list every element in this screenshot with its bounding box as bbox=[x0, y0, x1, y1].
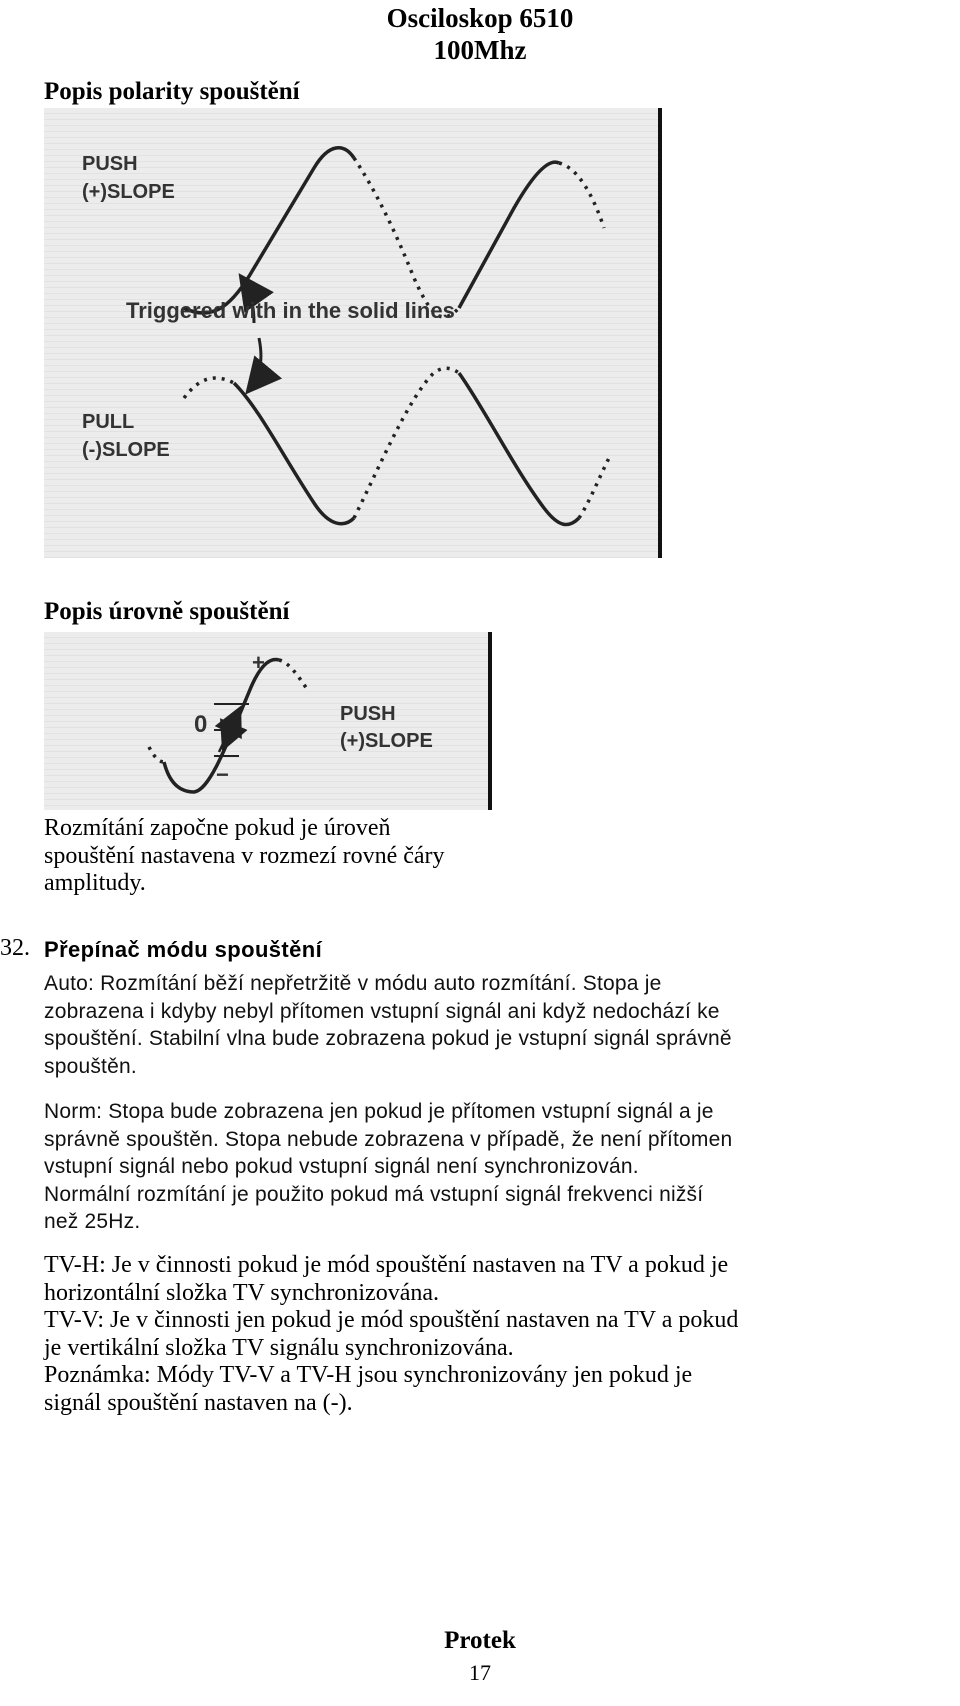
tvv-line: je vertikální složka TV signálu synchronizována. bbox=[44, 1334, 514, 1361]
title-line-2: 100Mhz bbox=[433, 35, 527, 65]
tvh-line: TV-H: Je v činnosti pokud je mód spouštění nastaven na TV a pokud je bbox=[44, 1252, 729, 1278]
item-number: 32. bbox=[0, 935, 30, 961]
item-heading: Přepínač módu spouštění bbox=[44, 937, 323, 962]
section-title-polarity: Popis polarity spouštění bbox=[44, 78, 300, 105]
trigger-level-figure bbox=[44, 632, 492, 810]
push-label-2: (+)SLOPE bbox=[82, 181, 175, 203]
level-push-label-1: PUSH bbox=[340, 703, 396, 725]
note-line: Poznámka: Módy TV-V a TV-H jsou synchronizovány jen pokud je bbox=[44, 1362, 693, 1388]
title-line-1: Osciloskop 6510 bbox=[386, 3, 574, 33]
level-push-label-2: (+)SLOPE bbox=[340, 730, 433, 752]
page-number: 17 bbox=[469, 1660, 491, 1685]
slope-polarity-diagram bbox=[44, 108, 662, 558]
level-description-line: amplitudy. bbox=[44, 870, 146, 896]
plus-label: + bbox=[252, 650, 265, 675]
figure-caption: Triggered with in the solid lines bbox=[126, 298, 455, 323]
push-label-1: PUSH bbox=[82, 153, 138, 175]
note-line: signál spouštění nastaven na (-). bbox=[44, 1389, 353, 1416]
auto-line: Auto: Rozmítání běží nepřetržitě v módu auto rozmítání. Stopa je bbox=[44, 972, 662, 995]
tvv-mode-paragraph bbox=[44, 1307, 944, 1362]
norm-line: Normální rozmítání je použito pokud má vstupní signál frekvenci nižší bbox=[44, 1182, 704, 1206]
section-title-level: Popis úrovně spouštění bbox=[44, 598, 290, 625]
pull-label-2: (-)SLOPE bbox=[82, 439, 170, 461]
tvh-line: horizontální složka TV synchronizována. bbox=[44, 1279, 440, 1306]
trigger-level-diagram bbox=[44, 632, 492, 810]
norm-line: než 25Hz. bbox=[44, 1210, 141, 1233]
norm-line: správně spouštěn. Stopa nebude zobrazena v případě, že není přítomen bbox=[44, 1127, 733, 1151]
footer-brand: Protek bbox=[444, 1627, 516, 1654]
level-description-line: Rozmítání započne pokud je úroveň bbox=[44, 815, 391, 841]
zero-label: 0 bbox=[194, 711, 208, 738]
auto-line: zobrazena i kdyby nebyl přítomen vstupní signál ani když nedochází ke bbox=[44, 999, 720, 1023]
auto-line: spouštěn. bbox=[44, 1054, 137, 1078]
auto-line: spouštění. Stabilní vlna bude zobrazena pokud je vstupní signál správně bbox=[44, 1027, 732, 1050]
tvh-mode-paragraph bbox=[44, 1252, 944, 1307]
norm-line: vstupní signál nebo pokud vstupní signál není synchronizován. bbox=[44, 1155, 639, 1178]
auto-mode-paragraph bbox=[44, 970, 944, 1080]
norm-line: Norm: Stopa bude zobrazena jen pokud je přítomen vstupní signál a je bbox=[44, 1100, 714, 1123]
minus-label: − bbox=[216, 762, 229, 787]
note-paragraph bbox=[44, 1362, 944, 1417]
document-title bbox=[0, 2, 960, 66]
level-description-line: spouštění nastavena v rozmezí rovné čáry bbox=[44, 842, 445, 869]
tvv-line: TV-V: Je v činnosti jen pokud je mód spouštění nastaven na TV a pokud bbox=[44, 1307, 739, 1333]
pull-label-1: PULL bbox=[82, 411, 135, 433]
norm-mode-paragraph bbox=[44, 1098, 944, 1236]
slope-polarity-figure bbox=[44, 108, 662, 558]
level-description bbox=[44, 815, 944, 898]
